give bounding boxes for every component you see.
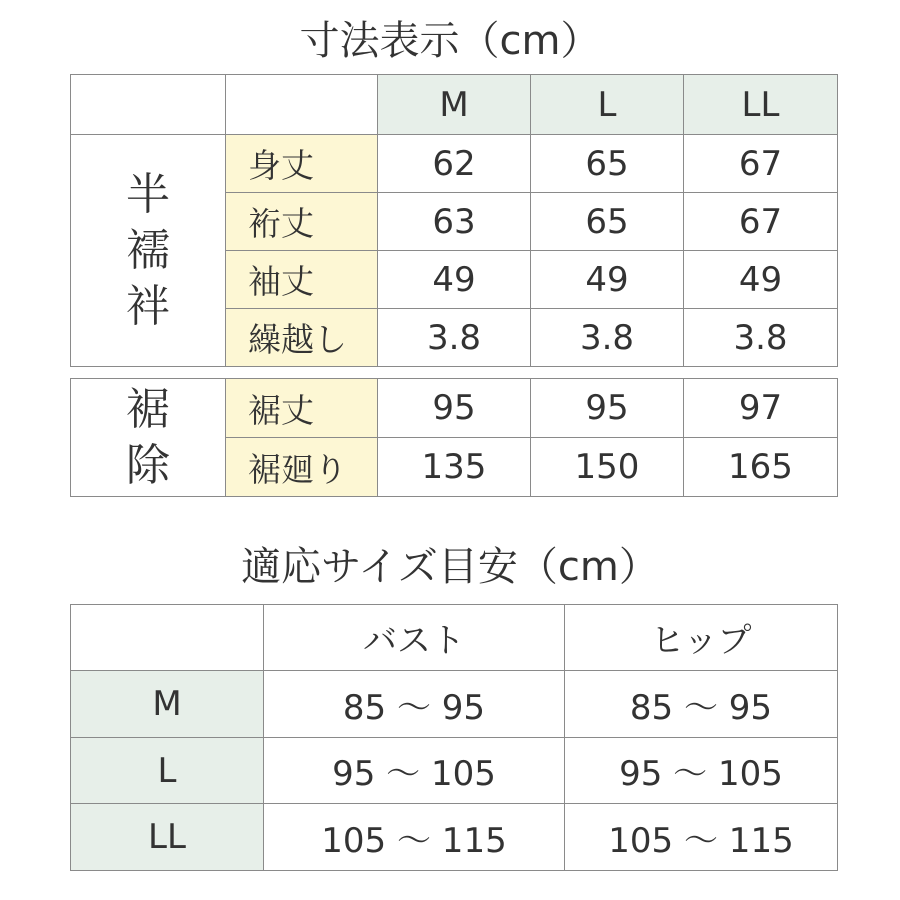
group-label-char: 裾 <box>126 383 170 435</box>
value-cell: 49 <box>684 251 838 309</box>
value-cell: 97 <box>684 379 838 438</box>
table-row <box>71 671 838 738</box>
value-cell: 3.8 <box>684 309 838 367</box>
value-cell: 67 <box>684 193 838 251</box>
value-cell: 105 〜 115 <box>264 804 565 871</box>
value-cell: 95 <box>531 379 684 438</box>
table-row <box>71 804 838 871</box>
value-cell: 85 〜 95 <box>264 671 565 738</box>
table-row <box>71 135 838 193</box>
value-cell: 95 〜 105 <box>565 738 838 804</box>
empty-header-cell <box>71 75 226 135</box>
size-label: LL <box>71 804 264 871</box>
row-label: 裄丈 <box>226 193 378 251</box>
value-cell: 3.8 <box>378 309 531 367</box>
empty-header-cell <box>226 75 378 135</box>
value-cell: 165 <box>684 438 838 497</box>
value-cell: 62 <box>378 135 531 193</box>
size-table-title: 寸法表示（cm） <box>299 18 601 64</box>
fit-table <box>70 604 838 871</box>
group-label-susoyoke <box>71 379 226 497</box>
group-label-char: 除 <box>126 439 170 491</box>
value-cell: 95 <box>378 379 531 438</box>
column-header-bust: バスト <box>264 605 565 671</box>
group-label-char: 半 <box>126 168 170 220</box>
group-label-char: 袢 <box>126 280 170 332</box>
row-label: 袖丈 <box>226 251 378 309</box>
value-cell: 85 〜 95 <box>565 671 838 738</box>
column-header-l: L <box>531 75 684 135</box>
size-header-row <box>71 75 838 135</box>
table-row <box>71 738 838 804</box>
size-label: M <box>71 671 264 738</box>
value-cell: 63 <box>378 193 531 251</box>
column-header-m: M <box>378 75 531 135</box>
value-cell: 49 <box>531 251 684 309</box>
value-cell: 49 <box>378 251 531 309</box>
size-label: L <box>71 738 264 804</box>
value-cell: 135 <box>378 438 531 497</box>
group-label-hanjuban <box>71 135 226 367</box>
value-cell: 65 <box>531 193 684 251</box>
row-label: 繰越し <box>226 309 378 367</box>
value-cell: 150 <box>531 438 684 497</box>
size-table-susoyoke <box>70 378 838 497</box>
table-row <box>71 379 838 438</box>
fit-table-title: 適応サイズ目安（cm） <box>241 544 659 590</box>
value-cell: 65 <box>531 135 684 193</box>
group-label-char: 襦 <box>126 224 170 276</box>
row-label: 身丈 <box>226 135 378 193</box>
value-cell: 67 <box>684 135 838 193</box>
empty-header-cell <box>71 605 264 671</box>
column-header-ll: LL <box>684 75 838 135</box>
size-table-hanjuban <box>70 74 838 367</box>
row-label: 裾丈 <box>226 379 378 438</box>
value-cell: 95 〜 105 <box>264 738 565 804</box>
value-cell: 105 〜 115 <box>565 804 838 871</box>
fit-header-row <box>71 605 838 671</box>
row-label: 裾廻り <box>226 438 378 497</box>
column-header-hip: ヒップ <box>565 605 838 671</box>
value-cell: 3.8 <box>531 309 684 367</box>
